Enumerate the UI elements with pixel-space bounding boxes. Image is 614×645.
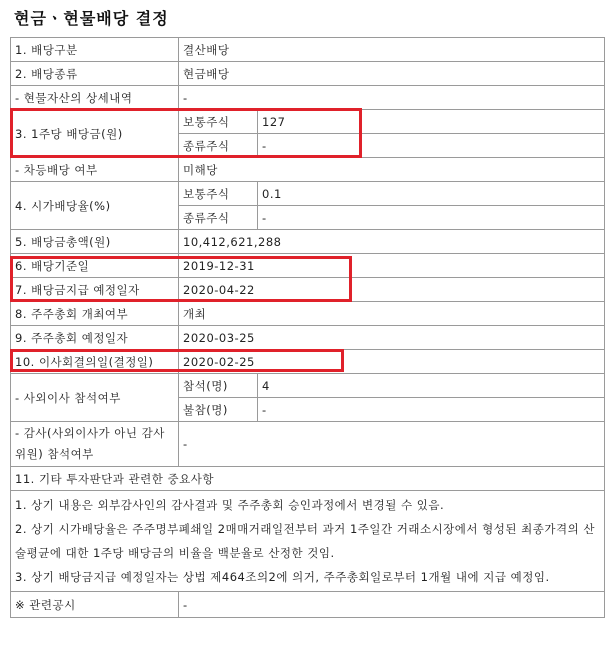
table-row [11, 374, 605, 398]
table-row [11, 326, 605, 350]
row-value: 2020-04-22 [179, 278, 605, 302]
table-row [11, 110, 605, 134]
row-label: - 사외이사 참석여부 [11, 374, 179, 422]
table-row [11, 467, 605, 491]
row-label: 8. 주주총회 개최여부 [11, 302, 179, 326]
sub-label: 참석(명) [179, 374, 258, 398]
row-label: - 감사(사외이사가 아닌 감사위원) 참석여부 [11, 422, 179, 467]
row-value: 결산배당 [179, 38, 605, 62]
table-row [11, 62, 605, 86]
row-value: 0.1 [258, 182, 605, 206]
table-row [11, 158, 605, 182]
table-row [11, 86, 605, 110]
sub-label: 종류주식 [179, 206, 258, 230]
table-row [11, 592, 605, 618]
table-row [11, 350, 605, 374]
row-label: 2. 배당종류 [11, 62, 179, 86]
row-label: 10. 이사회결의일(결정일) [11, 350, 179, 374]
row-value: 현금배당 [179, 62, 605, 86]
row-value: 개최 [179, 302, 605, 326]
page-title: 현금ㆍ현물배당 결정 [14, 9, 169, 28]
table-row [11, 38, 605, 62]
row-value: 미해당 [179, 158, 605, 182]
row-value: - [179, 86, 605, 110]
table-row [11, 182, 605, 206]
sub-label: 불참(명) [179, 398, 258, 422]
row-value: - [179, 422, 605, 467]
table-row [11, 254, 605, 278]
row-label: 5. 배당금총액(원) [11, 230, 179, 254]
row-value: - [258, 206, 605, 230]
sub-label: 보통주식 [179, 110, 258, 134]
row-value: 4 [258, 374, 605, 398]
note-item: 2. 상기 시가배당율은 주주명부폐쇄일 2매매거래일전부터 과거 1주일간 거래소시장에서 형성된 최종가격의 산술평균에 대한 1주당 배당금의 비율을 백분율로 산정한 것임. [15, 522, 595, 560]
row-label: - 차등배당 여부 [11, 158, 179, 182]
table-row [11, 491, 605, 592]
sub-label: 보통주식 [179, 182, 258, 206]
row-value: 2020-03-25 [179, 326, 605, 350]
row-label: 7. 배당금지급 예정일자 [11, 278, 179, 302]
row-value: 10,412,621,288 [179, 230, 605, 254]
note-item: 3. 상기 배당금지급 예정일자는 상법 제464조의2에 의거, 주주총회일로부터 1개월 내에 지급 예정임. [15, 570, 550, 584]
row-value: 2019-12-31 [179, 254, 605, 278]
table-row [11, 422, 605, 467]
row-value: - [258, 134, 605, 158]
note-item: 1. 상기 내용은 외부감사인의 감사결과 및 주주총회 승인과정에서 변경될 수 있음. [15, 498, 445, 512]
table-row [11, 230, 605, 254]
table-row [11, 278, 605, 302]
row-label: 3. 1주당 배당금(원) [11, 110, 179, 158]
notes-cell [11, 491, 605, 592]
row-value: 2020-02-25 [179, 350, 605, 374]
sub-label: 종류주식 [179, 134, 258, 158]
row-label: - 현물자산의 상세내역 [11, 86, 179, 110]
section-heading: 11. 기타 투자판단과 관련한 중요사항 [11, 467, 605, 491]
related-value: - [179, 592, 605, 618]
table-row [11, 302, 605, 326]
row-label: 1. 배당구분 [11, 38, 179, 62]
row-label: 4. 시가배당율(%) [11, 182, 179, 230]
row-value: 127 [258, 110, 605, 134]
dividend-table [10, 37, 605, 618]
row-label: 6. 배당기준일 [11, 254, 179, 278]
row-label: 9. 주주총회 예정일자 [11, 326, 179, 350]
row-value: - [258, 398, 605, 422]
related-label: ※ 관련공시 [11, 592, 179, 618]
